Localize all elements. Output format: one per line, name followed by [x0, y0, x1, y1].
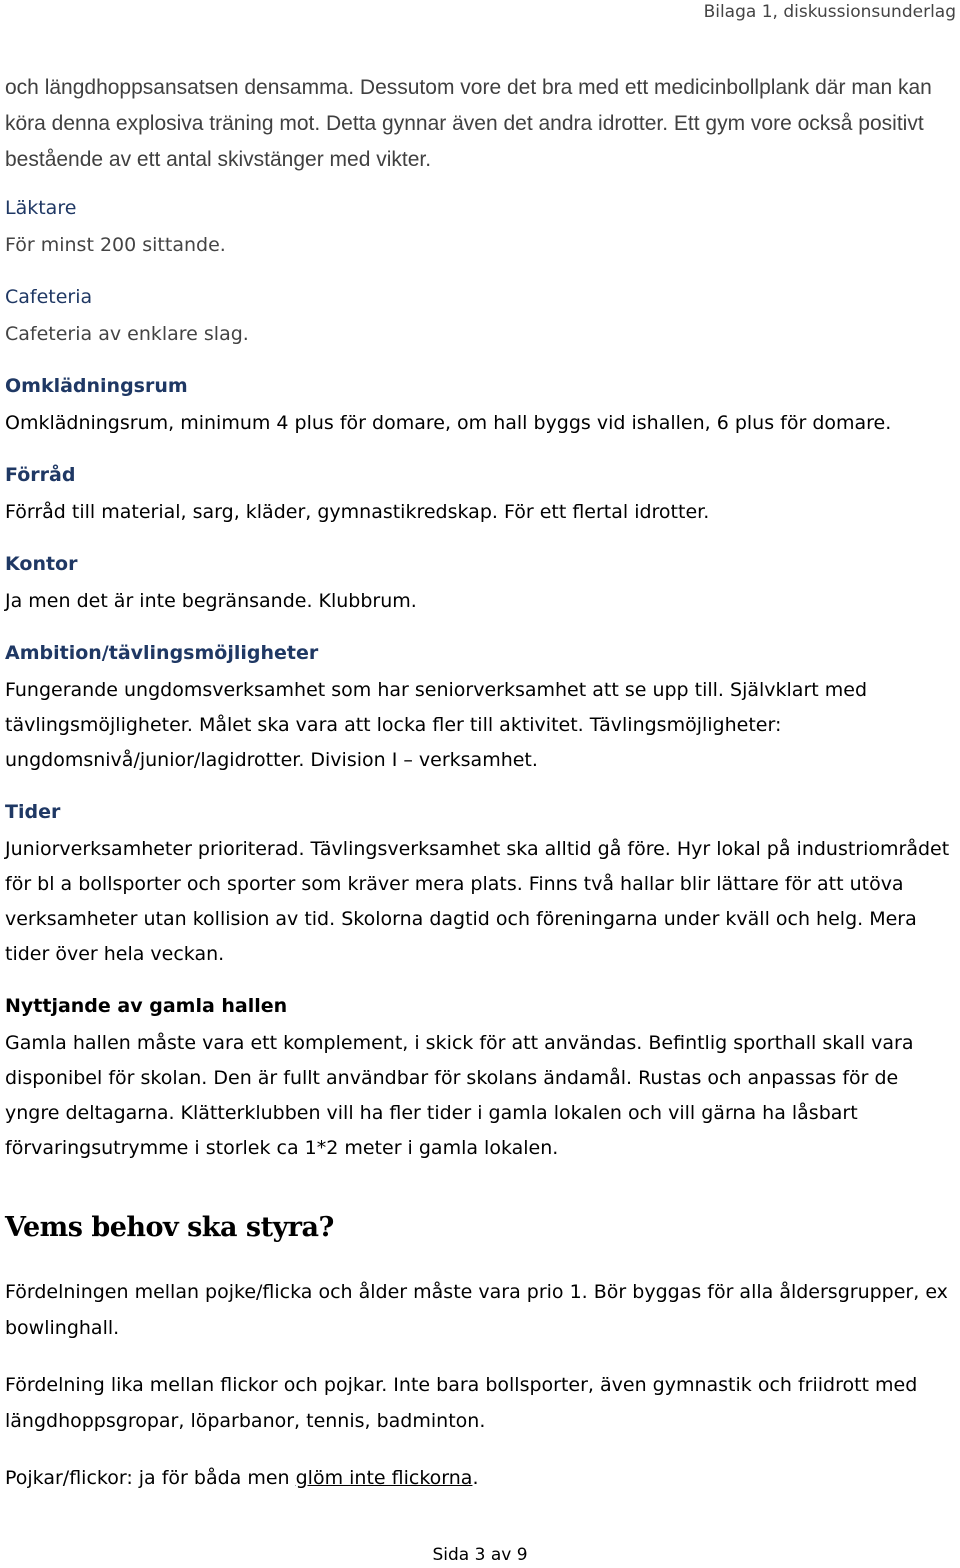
intro-paragraph: och längdhoppsansatsen densamma. Dessutom vore det bra med ett medicinbollplank där man kan köra denna explosiva träning mot. Detta gynnar även det andra idrotter. Ett gym vore också positivt bestående av ett antal skivstänger med vikter. — [5, 76, 932, 171]
section-heading: Nyttjande av gamla hallen — [5, 995, 288, 1017]
section-heading: Omklädningsrum — [5, 375, 188, 397]
section-body: Cafeteria av enklare slag. — [5, 323, 249, 345]
section-tider — [5, 799, 950, 972]
section-cafeteria — [5, 284, 950, 352]
underlined-phrase: glöm inte flickorna — [295, 1467, 473, 1489]
section-gamla-hallen — [5, 993, 950, 1166]
section-body: Gamla hallen måste vara ett komplement, i skick för att användas. Befintlig sporthall skall vara disponibel för skolan. Den är fullt användbar för skolans ändamål. Rustas och anpassas för de yngre deltagarna. Klätterklubben vill ha fler tider i gamla lokalen och vill gärna ha låsbart förvaringsutrymme i storlek ca 1*2 meter i gamla lokalen. — [5, 1032, 914, 1159]
question-heading: Vems behov ska styra? — [5, 1212, 334, 1243]
section-heading: Ambition/tävlingsmöjligheter — [5, 642, 319, 664]
section-heading: Tider — [5, 801, 61, 823]
section-forrad — [5, 462, 950, 530]
section-body: Ja men det är inte begränsande. Klubbrum. — [5, 590, 417, 612]
section-heading: Cafeteria — [5, 286, 93, 308]
section-laktare — [5, 195, 950, 263]
section-body: Omklädningsrum, minimum 4 plus för domare, om hall byggs vid ishallen, 6 plus för domare. — [5, 412, 892, 434]
page-header: Bilaga 1, diskussionsunderlag — [703, 2, 956, 22]
section-heading: Förråd — [5, 464, 76, 486]
section-body: Förråd till material, sarg, kläder, gymnastikredskap. För ett flertal idrotter. — [5, 501, 710, 523]
section-ambition — [5, 640, 950, 778]
last-paragraph — [5, 1460, 950, 1496]
section-kontor — [5, 551, 950, 619]
paragraph: Fördelning lika mellan flickor och pojkar. Inte bara bollsporter, även gymnastik och friidrott med längdhoppsgropar, löparbanor, tennis, badminton. — [5, 1374, 918, 1432]
section-body: Juniorverksamheter prioriterad. Tävlingsverksamhet ska alltid gå före. Hyr lokal på industriområdet för bl a bollsporter och sporter som kräver mera plats. Finns två hallar blir lättare för att utöva verksamheter utan kollision av tid. Skolorna dagtid och föreningarna under kväll och helg. Mera tider över hela veckan. — [5, 838, 950, 965]
section-heading: Läktare — [5, 197, 77, 219]
section-body: För minst 200 sittande. — [5, 234, 226, 256]
section-body: Fungerande ungdomsverksamhet som har seniorverksamhet att se upp till. Självklart med tävlingsmöjligheter. Målet ska vara att locka fler till aktivitet. Tävlingsmöjligheter: ungdomsnivå/junior/lagidrotter. Division I – verksamhet. — [5, 679, 868, 771]
paragraph-prefix: Pojkar/flickor: ja för båda men — [5, 1467, 296, 1489]
paragraph-suffix: . — [472, 1467, 479, 1489]
section-heading: Kontor — [5, 553, 78, 575]
section-omkladningsrum — [5, 373, 950, 441]
document-body — [5, 70, 950, 1517]
paragraph: Fördelningen mellan pojke/flicka och ålder måste vara prio 1. Bör byggas för alla åldersgrupper, ex bowlinghall. — [5, 1281, 948, 1339]
page-number: Sida 3 av 9 — [432, 1545, 528, 1565]
